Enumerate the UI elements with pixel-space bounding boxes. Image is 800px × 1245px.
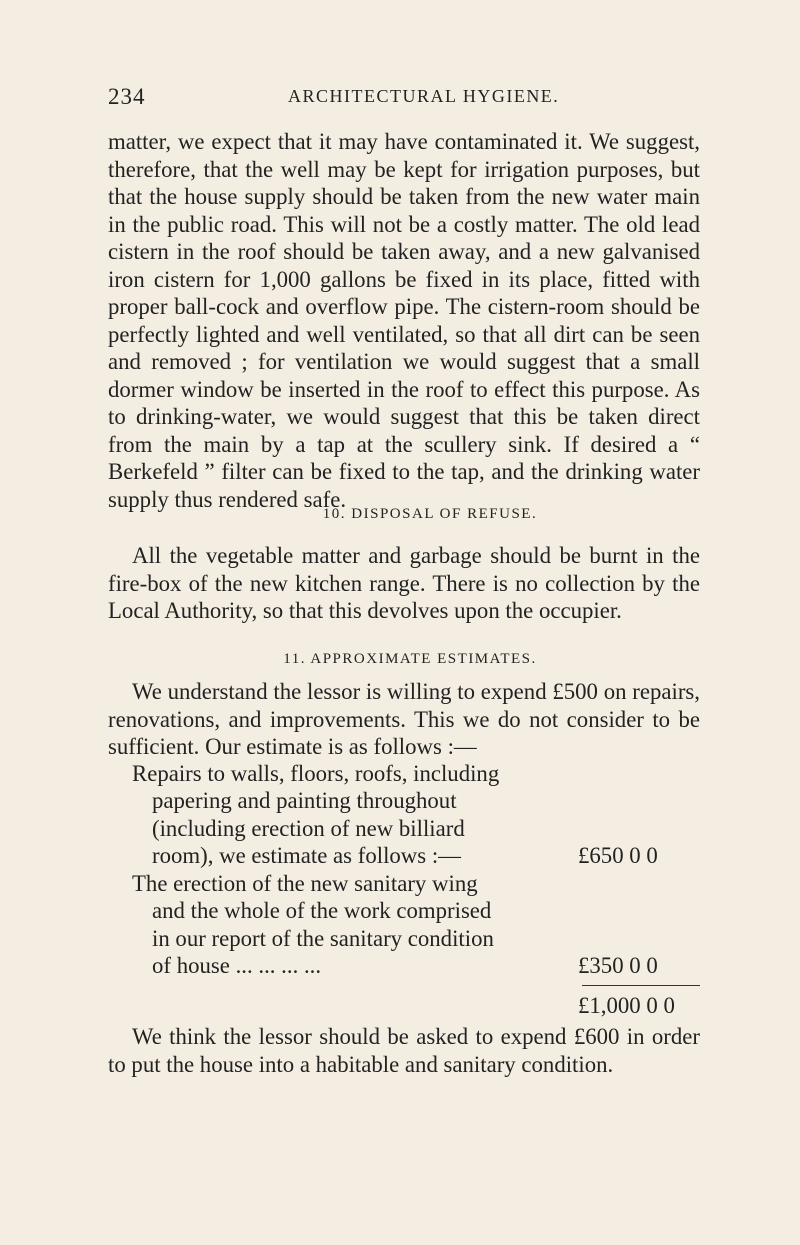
estimate-line: and the whole of the work comprised <box>152 898 492 924</box>
section-heading-refuse: 10. DISPOSAL OF REFUSE. <box>322 506 538 522</box>
paragraph-water-supply: matter, we expect that it may have contaminated it. We suggest, therefore, that the well may be kept for irrigation purposes, but that the house supply should be taken from the new water main in the public road. This will not be a costly matter. The old lead cistern in the roof should be taken away, and a new galvanised iron cistern for 1,000 gallons be fixed in its place, fitted with proper ball-cock and overflow pipe. The cistern-room should be perfectly lighted and well ventilated, so that all dirt can be seen and removed ; for ventilation we would suggest that a small dormer window be inserted in the roof to effect this purpose. As to drinking-water, we would suggest that this be taken direct from the main by a tap at the scullery sink. If desired a “ Berkefeld ” filter can be fixed to the tap, and the drinking water supply thus rendered safe. <box>108 129 700 512</box>
paragraph-refuse: All the vegetable matter and garbage should be burnt in the fire-box of the new kitchen range. There is no collection by the Local Authority, so that this devolves upon the occupier. <box>108 543 700 623</box>
estimate-line: of house ... ... ... ... <box>152 953 322 979</box>
estimates-list <box>108 760 700 980</box>
estimate-item <box>108 870 700 980</box>
estimate-amount: £350 0 0 <box>578 953 658 978</box>
paragraph-estimates-intro: We understand the lessor is willing to expend £500 on repairs, renovations, and improvements. This we do not consider to be sufficient. Our estimate is as follows :— <box>108 679 700 759</box>
estimate-description <box>132 870 572 980</box>
estimate-line: The erection of the new sanitary wing <box>132 871 478 896</box>
estimate-total: £1,000 0 0 <box>578 993 675 1018</box>
estimate-line: in our report of the sanitary condition <box>152 925 494 951</box>
estimate-line: (including erection of new billiard <box>152 815 465 841</box>
running-head: ARCHITECTURAL HYGIENE. <box>288 86 560 106</box>
section-heading-estimates: 11. APPROXIMATE ESTIMATES. <box>283 651 537 667</box>
estimate-item <box>108 760 700 870</box>
estimate-line: room), we estimate as follows :— <box>152 843 461 869</box>
estimate-amount: £650 0 0 <box>578 843 658 868</box>
estimate-description <box>132 760 572 870</box>
estimate-line: Repairs to walls, floors, roofs, including <box>132 761 500 786</box>
paragraph-conclusion: We think the lessor should be asked to expend £600 in order to put the house into a habitable and sanitary condition. <box>108 1024 700 1077</box>
total-rule <box>582 985 700 986</box>
page-number: 234 <box>108 84 146 109</box>
page-header <box>108 84 698 114</box>
estimate-line: papering and painting throughout <box>152 788 457 814</box>
